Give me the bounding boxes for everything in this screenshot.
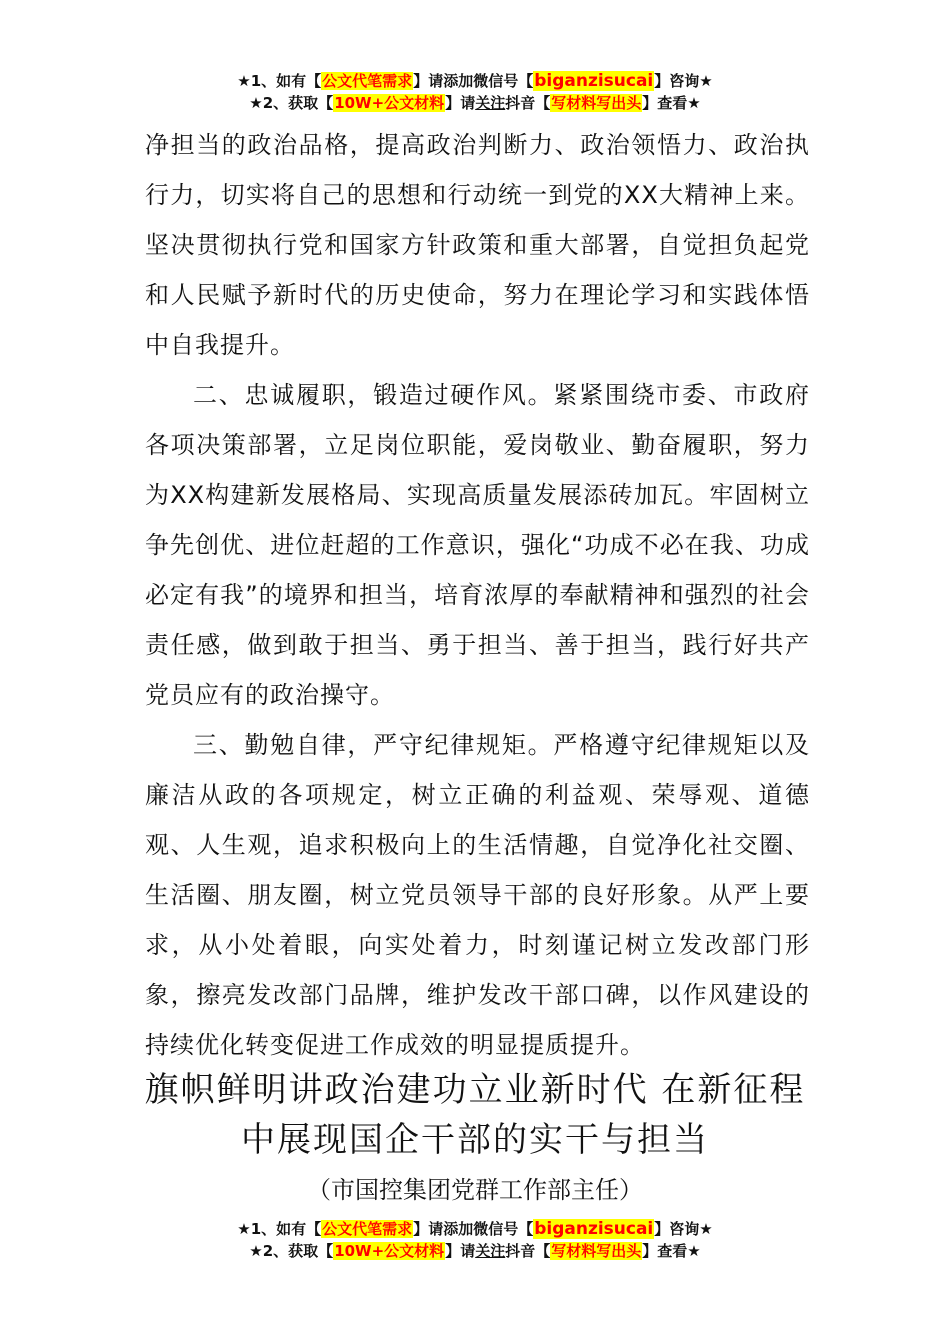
highlight-service: 公文代笔需求	[322, 72, 413, 90]
banner-text: ★2、获取【	[249, 1242, 334, 1260]
article-subtitle: （市国控集团党群工作部主任）	[307, 1176, 643, 1204]
highlight-douyin: 写材料写出头	[551, 1242, 642, 1260]
banner-text: 】请添加微信号【	[413, 72, 534, 90]
article-title-line-2: 中展现国企干部的实干与担当	[241, 1120, 709, 1160]
banner-text: 】咨询★	[654, 1220, 713, 1238]
paragraph-2: 二、忠诚履职，锻造过硬作风。紧紧围绕市委、市政府各项决策部署，立足岗位职能，爱岗敬业、勤奋履职，努力为XX构建新发展格局、实现高质量发展添砖加瓦。牢固树立争先创优、进位赶超的工作意识，强化“功成不必在我、功成必定有我”的境界和担当，培育浓厚的奉献精神和强烈的社会责任感，做到敢于担当、勇于担当、善于担当，践行好共产党员应有的政治操守。	[145, 381, 810, 709]
paragraph-3: 三、勤勉自律，严守纪律规矩。严格遵守纪律规矩以及廉洁从政的各项规定，树立正确的利益观、荣辱观、道德观、人生观，追求积极向上的生活情趣，自觉净化社交圈、生活圈、朋友圈，树立党员领导干部的良好形象。从严上要求，从小处着眼，向实处着力，时刻谨记树立发改部门形象，擦亮发改部门品牌，维护发改干部口碑，以作风建设的持续优化转变促进工作成效的明显提质提升。	[145, 731, 810, 1059]
highlight-materials: 10W+公文材料	[334, 94, 445, 112]
banner-text: ★1、如有【	[237, 72, 322, 90]
banner-text: 】咨询★	[654, 72, 713, 90]
banner-text: 】请添加微信号【	[413, 1220, 534, 1238]
highlight-douyin: 写材料写出头	[551, 94, 642, 112]
banner-text: 】查看★	[642, 94, 701, 112]
banner-text: 】查看★	[642, 1242, 701, 1260]
banner-text: 抖音【	[505, 1242, 551, 1260]
paragraph-continuation: 净担当的政治品格，提高政治判断力、政治领悟力、政治执行力，切实将自己的思想和行动统一到党的XX大精神上来。坚决贯彻执行党和国家方针政策和重大部署，自觉担负起党和人民赋予新时代的历史使命，努力在理论学习和实践体悟中自我提升。	[145, 131, 810, 359]
highlight-wechat-id: biganzisucai	[534, 1219, 654, 1239]
banner-line-2	[0, 92, 950, 114]
banner-text: 抖音【	[505, 94, 551, 112]
underlined-follow: 关注	[475, 1242, 506, 1260]
banner-text: ★2、获取【	[249, 94, 334, 112]
bottom-banner	[0, 1218, 950, 1262]
document-body	[145, 120, 810, 1070]
highlight-materials: 10W+公文材料	[334, 1242, 445, 1260]
banner-text: ★1、如有【	[237, 1220, 322, 1238]
banner-line-2	[0, 1240, 950, 1262]
banner-line-1	[0, 70, 950, 92]
article-title-line-1: 旗帜鲜明讲政治建功立业新时代 在新征程	[144, 1070, 806, 1110]
highlight-wechat-id: biganzisucai	[534, 71, 654, 91]
banner-text: 】请	[445, 94, 476, 112]
top-banner	[0, 70, 950, 114]
highlight-service: 公文代笔需求	[322, 1220, 413, 1238]
banner-line-1	[0, 1218, 950, 1240]
underlined-follow: 关注	[475, 94, 506, 112]
banner-text: 】请	[445, 1242, 476, 1260]
